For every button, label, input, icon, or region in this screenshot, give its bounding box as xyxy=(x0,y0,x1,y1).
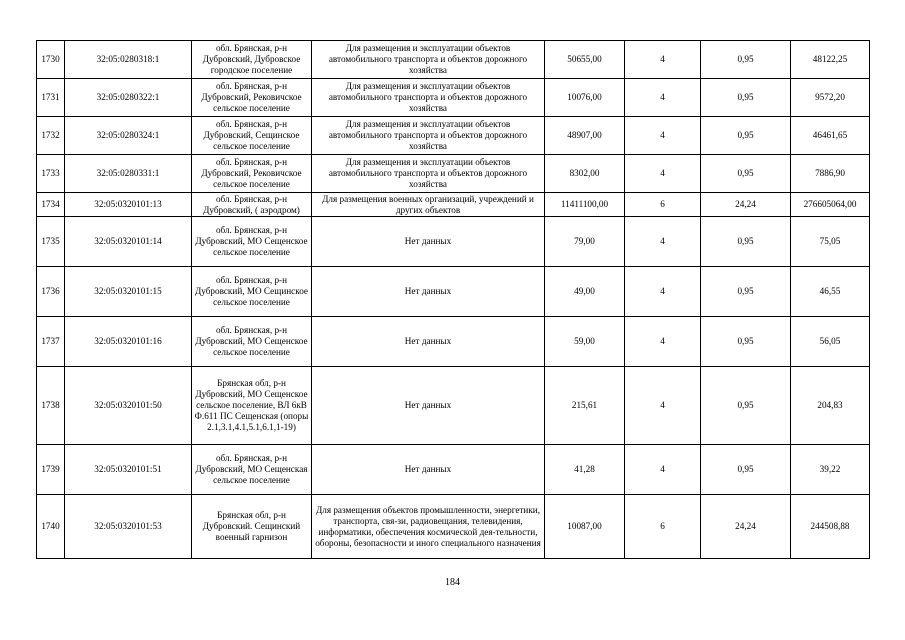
address-cell: обл. Брянская, р-н Дубровский, МО Сещинское сельское поселение xyxy=(192,267,312,317)
row-number-cell: 1732 xyxy=(37,117,65,155)
permitted-use-cell: Нет данных xyxy=(312,217,545,267)
address-cell: обл. Брянская, р-н Дубровский, Рековичское сельское поселение xyxy=(192,155,312,193)
group-cell: 6 xyxy=(625,495,701,559)
row-number-cell: 1734 xyxy=(37,193,65,217)
cadastral-number-cell: 32:05:0320101:13 xyxy=(65,193,192,217)
permitted-use-cell: Для размещения и эксплуатации объектов автомобильного транспорта и объектов дорожного хозяйства xyxy=(312,117,545,155)
area-cell: 48907,00 xyxy=(545,117,625,155)
cadastral-value-cell: 48122,25 xyxy=(791,41,870,79)
area-cell: 41,28 xyxy=(545,445,625,495)
row-number-cell: 1737 xyxy=(37,317,65,367)
group-cell: 4 xyxy=(625,267,701,317)
row-number-cell: 1733 xyxy=(37,155,65,193)
cadastral-value-cell: 46,55 xyxy=(791,267,870,317)
cadastral-number-cell: 32:05:0320101:50 xyxy=(65,367,192,445)
rate-cell: 0,95 xyxy=(701,41,791,79)
cadastral-value-cell: 276605064,00 xyxy=(791,193,870,217)
table-row xyxy=(37,193,870,217)
land-table xyxy=(36,40,870,559)
address-cell: Брянская обл, р-н Дубровский, МО Сещенское сельское поселение, ВЛ 6кВ Ф.611 ПС Сещенская (опоры 2.1,3.1,4.1,5.1,6.1,1-19) xyxy=(192,367,312,445)
table-row xyxy=(37,495,870,559)
row-number-cell: 1731 xyxy=(37,79,65,117)
permitted-use-cell: Нет данных xyxy=(312,445,545,495)
cadastral-number-cell: 32:05:0280324:1 xyxy=(65,117,192,155)
table-row xyxy=(37,267,870,317)
table-row xyxy=(37,117,870,155)
permitted-use-cell: Нет данных xyxy=(312,317,545,367)
address-cell: обл. Брянская, р-н Дубровский, Сещинское сельское поселение xyxy=(192,117,312,155)
area-cell: 11411100,00 xyxy=(545,193,625,217)
area-cell: 8302,00 xyxy=(545,155,625,193)
permitted-use-cell: Для размещения и эксплуатации объектов автомобильного транспорта и объектов дорожного хозяйства xyxy=(312,155,545,193)
row-number-cell: 1730 xyxy=(37,41,65,79)
cadastral-number-cell: 32:05:0320101:53 xyxy=(65,495,192,559)
row-number-cell: 1735 xyxy=(37,217,65,267)
cadastral-number-cell: 32:05:0280331:1 xyxy=(65,155,192,193)
permitted-use-cell: Для размещения военных организаций, учреждений и других объектов xyxy=(312,193,545,217)
cadastral-value-cell: 9572,20 xyxy=(791,79,870,117)
area-cell: 215,61 xyxy=(545,367,625,445)
address-cell: обл. Брянская, р-н Дубровский, МО Сещенское сельское поселение xyxy=(192,217,312,267)
cadastral-value-cell: 204,83 xyxy=(791,367,870,445)
address-cell: обл. Брянская, р-н Дубровский, МО Сещенская сельское поселение xyxy=(192,445,312,495)
area-cell: 79,00 xyxy=(545,217,625,267)
permitted-use-cell: Для размещения и эксплуатации объектов автомобильного транспорта и объектов дорожного хозяйства xyxy=(312,79,545,117)
cadastral-value-cell: 56,05 xyxy=(791,317,870,367)
cadastral-number-cell: 32:05:0280318:1 xyxy=(65,41,192,79)
table-row xyxy=(37,155,870,193)
row-number-cell: 1739 xyxy=(37,445,65,495)
table-row xyxy=(37,445,870,495)
rate-cell: 0,95 xyxy=(701,155,791,193)
cadastral-number-cell: 32:05:0280322:1 xyxy=(65,79,192,117)
table-row xyxy=(37,317,870,367)
rate-cell: 0,95 xyxy=(701,317,791,367)
address-cell: Брянская обл, р-н Дубровский. Сещинский военный гарнизон xyxy=(192,495,312,559)
address-cell: обл. Брянская, р-н Дубровский, МО Сещенское сельское поселение xyxy=(192,317,312,367)
cadastral-value-cell: 7886,90 xyxy=(791,155,870,193)
address-cell: обл. Брянская, р-н Дубровский, Дубровское городское поселение xyxy=(192,41,312,79)
rate-cell: 0,95 xyxy=(701,445,791,495)
group-cell: 6 xyxy=(625,193,701,217)
group-cell: 4 xyxy=(625,445,701,495)
address-cell: обл. Брянская, р-н Дубровский, Рековичское сельское поселение xyxy=(192,79,312,117)
rate-cell: 0,95 xyxy=(701,267,791,317)
area-cell: 49,00 xyxy=(545,267,625,317)
rate-cell: 24,24 xyxy=(701,193,791,217)
area-cell: 10076,00 xyxy=(545,79,625,117)
cadastral-number-cell: 32:05:0320101:14 xyxy=(65,217,192,267)
group-cell: 4 xyxy=(625,41,701,79)
cadastral-number-cell: 32:05:0320101:16 xyxy=(65,317,192,367)
group-cell: 4 xyxy=(625,155,701,193)
row-number-cell: 1740 xyxy=(37,495,65,559)
permitted-use-cell: Для размещения и эксплуатации объектов автомобильного транспорта и объектов дорожного хозяйства xyxy=(312,41,545,79)
group-cell: 4 xyxy=(625,317,701,367)
rate-cell: 24,24 xyxy=(701,495,791,559)
area-cell: 10087,00 xyxy=(545,495,625,559)
group-cell: 4 xyxy=(625,217,701,267)
group-cell: 4 xyxy=(625,367,701,445)
rate-cell: 0,95 xyxy=(701,117,791,155)
cadastral-number-cell: 32:05:0320101:15 xyxy=(65,267,192,317)
permitted-use-cell: Нет данных xyxy=(312,367,545,445)
area-cell: 59,00 xyxy=(545,317,625,367)
table-row xyxy=(37,79,870,117)
row-number-cell: 1736 xyxy=(37,267,65,317)
table-row xyxy=(37,367,870,445)
permitted-use-cell: Нет данных xyxy=(312,267,545,317)
cadastral-value-cell: 39,22 xyxy=(791,445,870,495)
table-row xyxy=(37,41,870,79)
cadastral-value-cell: 46461,65 xyxy=(791,117,870,155)
rate-cell: 0,95 xyxy=(701,79,791,117)
table-row xyxy=(37,217,870,267)
permitted-use-cell: Для размещения объектов промышленности, энергетики, транспорта, свя-зи, радиовещания, телевидения, информатики, обеспечения космической дея-тельности, обороны, безопасности и иного специального назначения xyxy=(312,495,545,559)
rate-cell: 0,95 xyxy=(701,367,791,445)
cadastral-number-cell: 32:05:0320101:51 xyxy=(65,445,192,495)
address-cell: обл. Брянская, р-н Дубровский, ( аэродром) xyxy=(192,193,312,217)
group-cell: 4 xyxy=(625,117,701,155)
group-cell: 4 xyxy=(625,79,701,117)
cadastral-value-cell: 244508,88 xyxy=(791,495,870,559)
cadastral-value-cell: 75,05 xyxy=(791,217,870,267)
page-number: 184 xyxy=(445,577,460,588)
rate-cell: 0,95 xyxy=(701,217,791,267)
area-cell: 50655,00 xyxy=(545,41,625,79)
row-number-cell: 1738 xyxy=(37,367,65,445)
